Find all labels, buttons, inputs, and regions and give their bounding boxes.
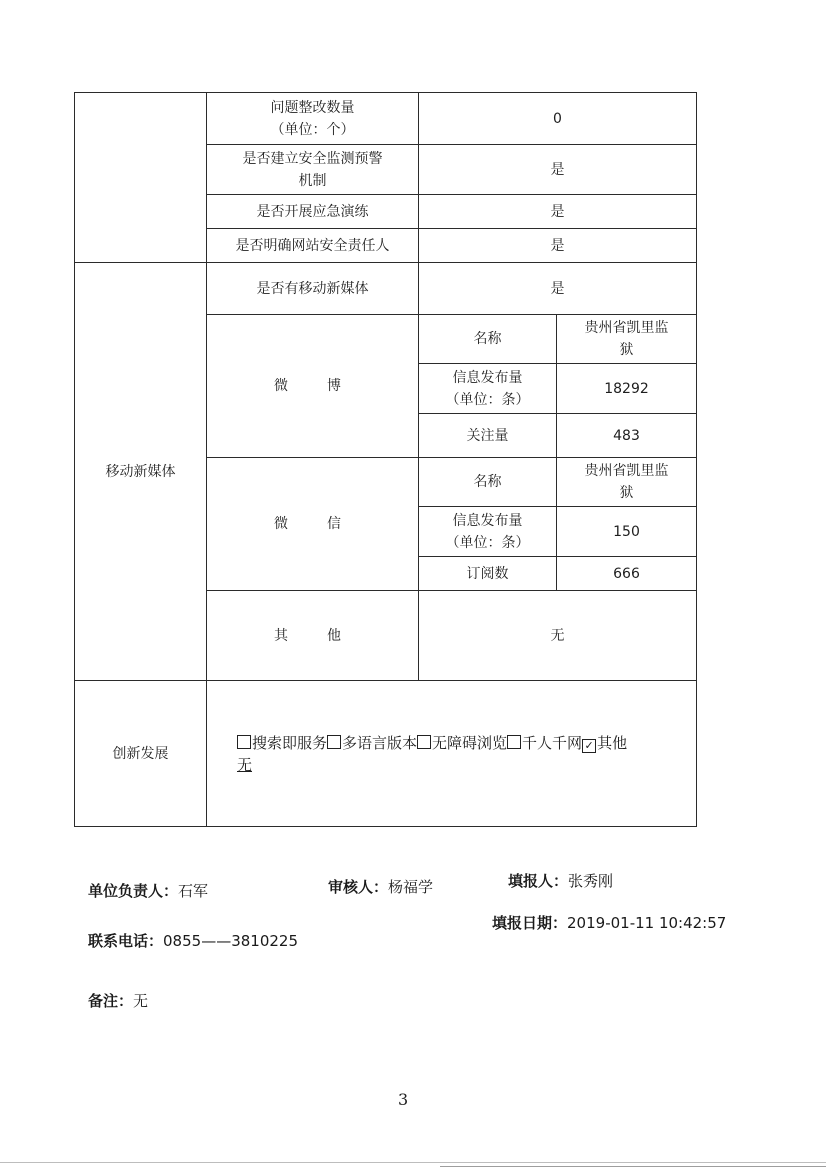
weibo-name-label: 名称 — [419, 315, 557, 364]
checkbox-icon[interactable] — [237, 735, 251, 749]
option-other[interactable]: ✓ 其他 — [582, 734, 627, 752]
filler-field — [508, 870, 613, 891]
other-media-label: 其 他 — [207, 591, 419, 681]
scan-edge-line — [0, 1162, 826, 1163]
option-personalized[interactable]: 千人千网 — [507, 734, 582, 752]
weibo-follow-label: 关注量 — [419, 414, 557, 458]
leader-value: 石军 — [178, 882, 209, 900]
leader-label: 单位负责人： — [88, 882, 179, 900]
row-label-has-mobile-media: 是否有移动新媒体 — [207, 263, 419, 315]
row-label-rectification-count: 问题整改数量 （单位：个） — [207, 93, 419, 145]
weibo-name-value: 贵州省凯里监 狱 — [557, 315, 697, 364]
note-field — [88, 990, 148, 1011]
date-label: 填报日期： — [492, 914, 568, 932]
reviewer-value: 杨福学 — [388, 878, 434, 896]
checkbox-icon[interactable] — [507, 735, 521, 749]
weixin-sub-label: 订阅数 — [419, 557, 557, 591]
section-label-innovation: 创新发展 — [75, 681, 207, 827]
weixin-sub-value: 666 — [557, 557, 697, 591]
weixin-name-value: 贵州省凯里监 狱 — [557, 458, 697, 507]
row-value-emergency-drill: 是 — [419, 195, 697, 229]
other-media-value: 无 — [419, 591, 697, 681]
option-multilingual[interactable]: 多语言版本 — [327, 734, 417, 752]
weibo-label: 微 博 — [207, 315, 419, 458]
weixin-posts-label: 信息发布量 （单位：条） — [419, 507, 557, 557]
date-value: 2019-01-11 10:42:57 — [567, 914, 727, 932]
section-cell-continued — [75, 93, 207, 263]
phone-label: 联系电话： — [88, 932, 164, 950]
note-value: 无 — [133, 992, 149, 1010]
note-label: 备注： — [88, 992, 134, 1010]
report-table — [74, 92, 697, 827]
row-value-security-officer: 是 — [419, 229, 697, 263]
weixin-label: 微 信 — [207, 458, 419, 591]
option-accessibility[interactable]: 无障碍浏览 — [417, 734, 507, 752]
weibo-follow-value: 483 — [557, 414, 697, 458]
checkbox-checked-icon[interactable]: ✓ — [582, 739, 596, 753]
row-value-has-mobile-media: 是 — [419, 263, 697, 315]
weibo-posts-value: 18292 — [557, 364, 697, 414]
weixin-name-label: 名称 — [419, 458, 557, 507]
option-search-service[interactable]: 搜索即服务 — [237, 734, 327, 752]
scan-edge-line — [440, 1166, 826, 1167]
innovation-other-text: 无 — [237, 755, 253, 774]
row-label-monitoring-mechanism: 是否建立安全监测预警 机制 — [207, 145, 419, 195]
filler-label: 填报人： — [508, 872, 569, 890]
leader-field — [88, 880, 208, 901]
phone-value: 0855——3810225 — [163, 932, 298, 950]
row-value-rectification-count: 0 — [419, 93, 697, 145]
weibo-posts-label: 信息发布量 （单位：条） — [419, 364, 557, 414]
checkbox-icon[interactable] — [417, 735, 431, 749]
reviewer-field — [328, 876, 433, 897]
filler-value: 张秀刚 — [568, 872, 614, 890]
section-label-mobile-media: 移动新媒体 — [75, 263, 207, 681]
row-label-emergency-drill: 是否开展应急演练 — [207, 195, 419, 229]
weixin-posts-value: 150 — [557, 507, 697, 557]
row-label-security-officer: 是否明确网站安全责任人 — [207, 229, 419, 263]
date-field — [492, 912, 726, 933]
phone-field — [88, 930, 298, 951]
page-number: 3 — [398, 1090, 409, 1109]
checkbox-icon[interactable] — [327, 735, 341, 749]
reviewer-label: 审核人： — [328, 878, 389, 896]
row-value-monitoring-mechanism: 是 — [419, 145, 697, 195]
innovation-options — [207, 681, 697, 827]
